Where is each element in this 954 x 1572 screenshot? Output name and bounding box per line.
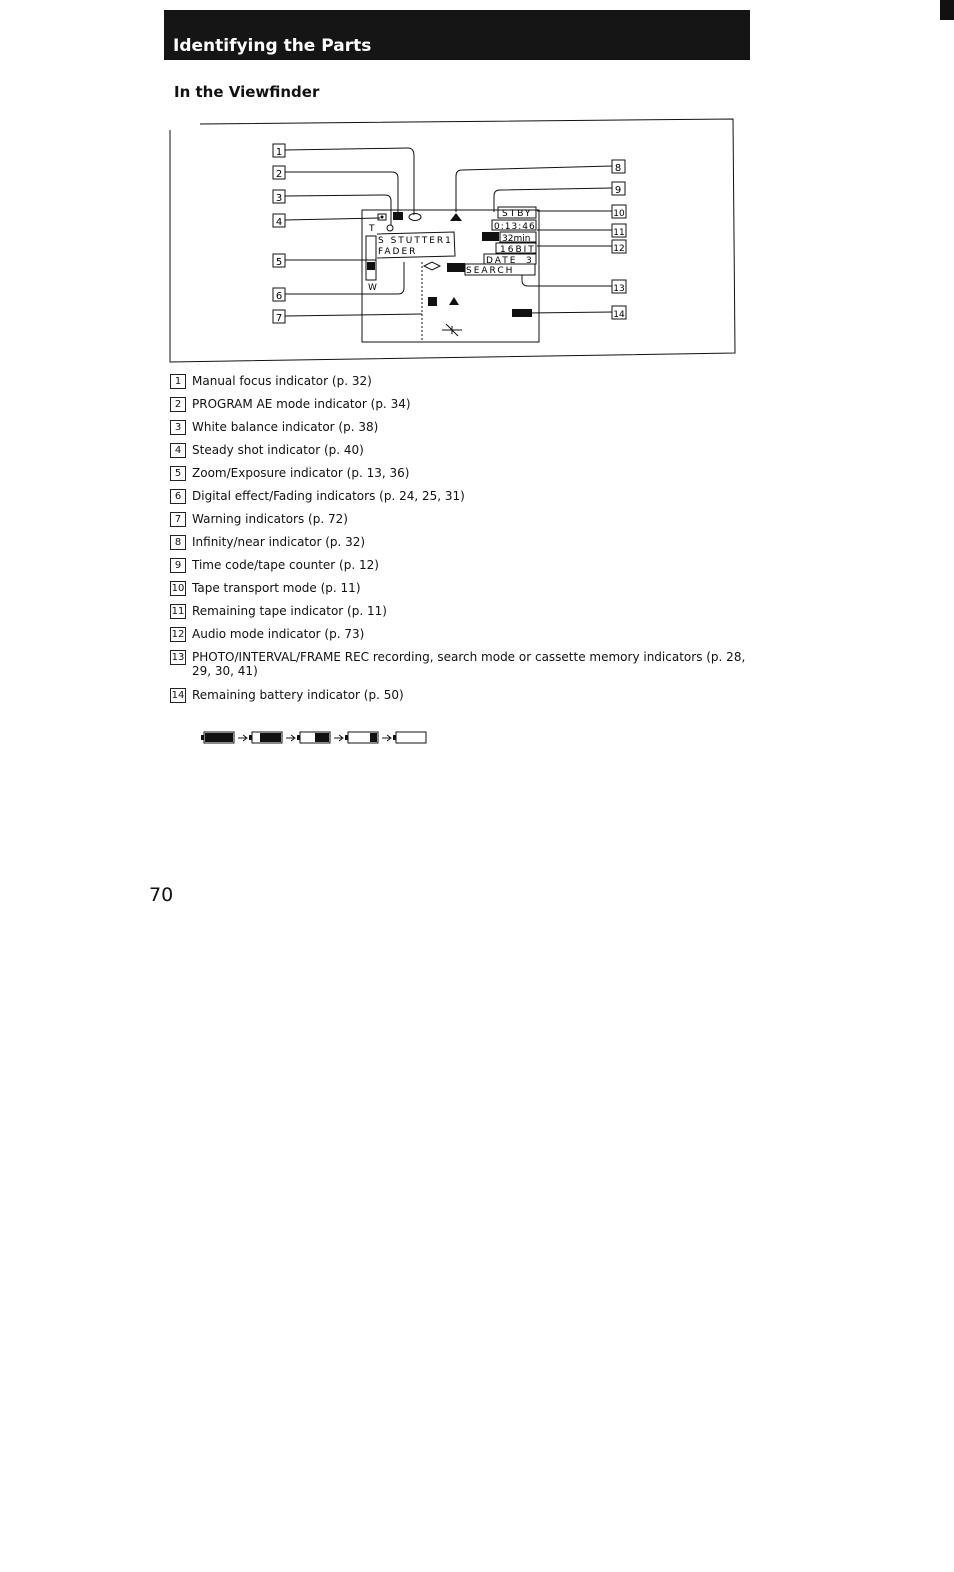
list-item: 10 Tape transport mode (p. 11) bbox=[171, 581, 361, 595]
white-balance-icon bbox=[409, 214, 421, 221]
list-item: 14 Remaining battery indicator (p. 50) bbox=[171, 688, 404, 702]
condensation-warning-icon bbox=[442, 324, 462, 336]
svg-text:13: 13 bbox=[613, 284, 625, 294]
list-item: 7 Warning indicators (p. 72) bbox=[170, 512, 750, 526]
legend-list bbox=[170, 374, 750, 711]
callout-14 bbox=[612, 306, 626, 320]
time-code bbox=[492, 220, 536, 232]
leader-lines-right bbox=[456, 166, 612, 313]
callout-10 bbox=[612, 205, 626, 219]
tape-transport-stby bbox=[498, 207, 536, 219]
battery-sequence bbox=[200, 728, 440, 748]
page-number: 70 bbox=[149, 884, 174, 906]
list-item: 13 PHOTO/INTERVAL/FRAME REC recording, search mode or cassette memory indicators (p. 28, 29, 30, 41) bbox=[171, 650, 746, 678]
arrow-right-icon bbox=[238, 735, 247, 741]
callout-8 bbox=[612, 160, 625, 174]
list-item: 4 Steady shot indicator (p. 40) bbox=[170, 443, 750, 457]
svg-text:10: 10 bbox=[613, 209, 625, 219]
battery-level-icon bbox=[297, 732, 330, 743]
cassette-memory-icon bbox=[447, 263, 465, 272]
callout-2 bbox=[273, 166, 285, 180]
battery-level-icon bbox=[201, 732, 234, 743]
callout-5 bbox=[273, 254, 285, 268]
page-title: Identifying the Parts bbox=[173, 36, 372, 56]
svg-text:14: 14 bbox=[613, 310, 625, 320]
infinity-near-icon bbox=[450, 213, 462, 221]
list-item: 11 Remaining tape indicator (p. 11) bbox=[171, 604, 387, 618]
svg-text:16BIT: 16BIT bbox=[500, 245, 536, 255]
callout-11 bbox=[612, 224, 626, 238]
program-ae-icon bbox=[393, 212, 403, 220]
viewfinder-battery-icon bbox=[512, 309, 532, 317]
cassette-icon bbox=[482, 232, 499, 241]
list-item: 12 Audio mode indicator (p. 73) bbox=[171, 627, 365, 641]
svg-text:3: 3 bbox=[526, 256, 532, 266]
exposure-icon bbox=[387, 225, 393, 231]
zoom-bar-fill bbox=[367, 262, 375, 270]
list-item: 9 Time code/tape counter (p. 12) bbox=[170, 558, 750, 572]
battery-level-icon bbox=[393, 732, 426, 743]
callout-6 bbox=[273, 288, 285, 302]
arrow-right-icon bbox=[334, 735, 343, 741]
callout-7 bbox=[273, 310, 285, 324]
svg-text:9: 9 bbox=[614, 185, 622, 196]
callout-9 bbox=[612, 182, 625, 196]
callout-1 bbox=[273, 144, 285, 158]
svg-text:DATE: DATE bbox=[486, 256, 518, 266]
svg-text:STBY: STBY bbox=[502, 209, 533, 219]
svg-text:3: 3 bbox=[275, 193, 283, 204]
zoom-t-label: T bbox=[369, 224, 375, 234]
zoom-w-label: W bbox=[368, 283, 377, 293]
callout-12 bbox=[612, 240, 626, 254]
leader-lines-left bbox=[285, 148, 422, 316]
list-item: 6 Digital effect/Fading indicators (p. 24, 25, 31) bbox=[170, 489, 750, 503]
svg-text:32min: 32min bbox=[502, 234, 531, 244]
arrow-right-icon bbox=[382, 735, 391, 741]
svg-text:5: 5 bbox=[275, 257, 283, 268]
callout-13 bbox=[612, 280, 626, 294]
remaining-tape bbox=[482, 232, 536, 244]
list-item: 3 White balance indicator (p. 38) bbox=[170, 420, 750, 434]
battery-level-icon bbox=[345, 732, 378, 743]
digital-effect-box bbox=[377, 232, 455, 258]
list-item: 1 Manual focus indicator (p. 32) bbox=[170, 374, 750, 388]
audio-mode bbox=[496, 243, 536, 255]
svg-text:S STUTTER1: S STUTTER1 bbox=[378, 236, 453, 246]
callout-4 bbox=[273, 214, 285, 228]
search-indicator bbox=[424, 262, 535, 276]
svg-text:11: 11 bbox=[613, 228, 625, 238]
warning-area bbox=[422, 262, 462, 342]
svg-text:7: 7 bbox=[275, 313, 283, 324]
list-item: 2 PROGRAM AE mode indicator (p. 34) bbox=[170, 397, 750, 411]
svg-text:8: 8 bbox=[614, 163, 622, 174]
svg-text:2: 2 bbox=[275, 169, 283, 180]
svg-text:4: 4 bbox=[275, 217, 283, 228]
list-item: 8 Infinity/near indicator (p. 32) bbox=[170, 535, 750, 549]
list-item: 5 Zoom/Exposure indicator (p. 13, 36) bbox=[170, 466, 750, 480]
eject-warning-icon bbox=[449, 297, 459, 305]
callout-3 bbox=[273, 190, 285, 204]
svg-text:SEARCH: SEARCH bbox=[466, 266, 515, 276]
zoom-bar bbox=[366, 236, 376, 280]
section-title: In the Viewfinder bbox=[174, 83, 320, 101]
tape-warning-icon bbox=[428, 297, 437, 306]
svg-text:1: 1 bbox=[275, 147, 283, 158]
svg-text:0:13:46: 0:13:46 bbox=[494, 222, 536, 232]
steady-shot-icon bbox=[378, 214, 386, 220]
svg-text:6: 6 bbox=[275, 291, 283, 302]
svg-text:12: 12 bbox=[613, 244, 625, 254]
svg-text:FADER: FADER bbox=[378, 247, 418, 257]
battery-level-icon bbox=[249, 732, 282, 743]
arrow-right-icon bbox=[286, 735, 295, 741]
